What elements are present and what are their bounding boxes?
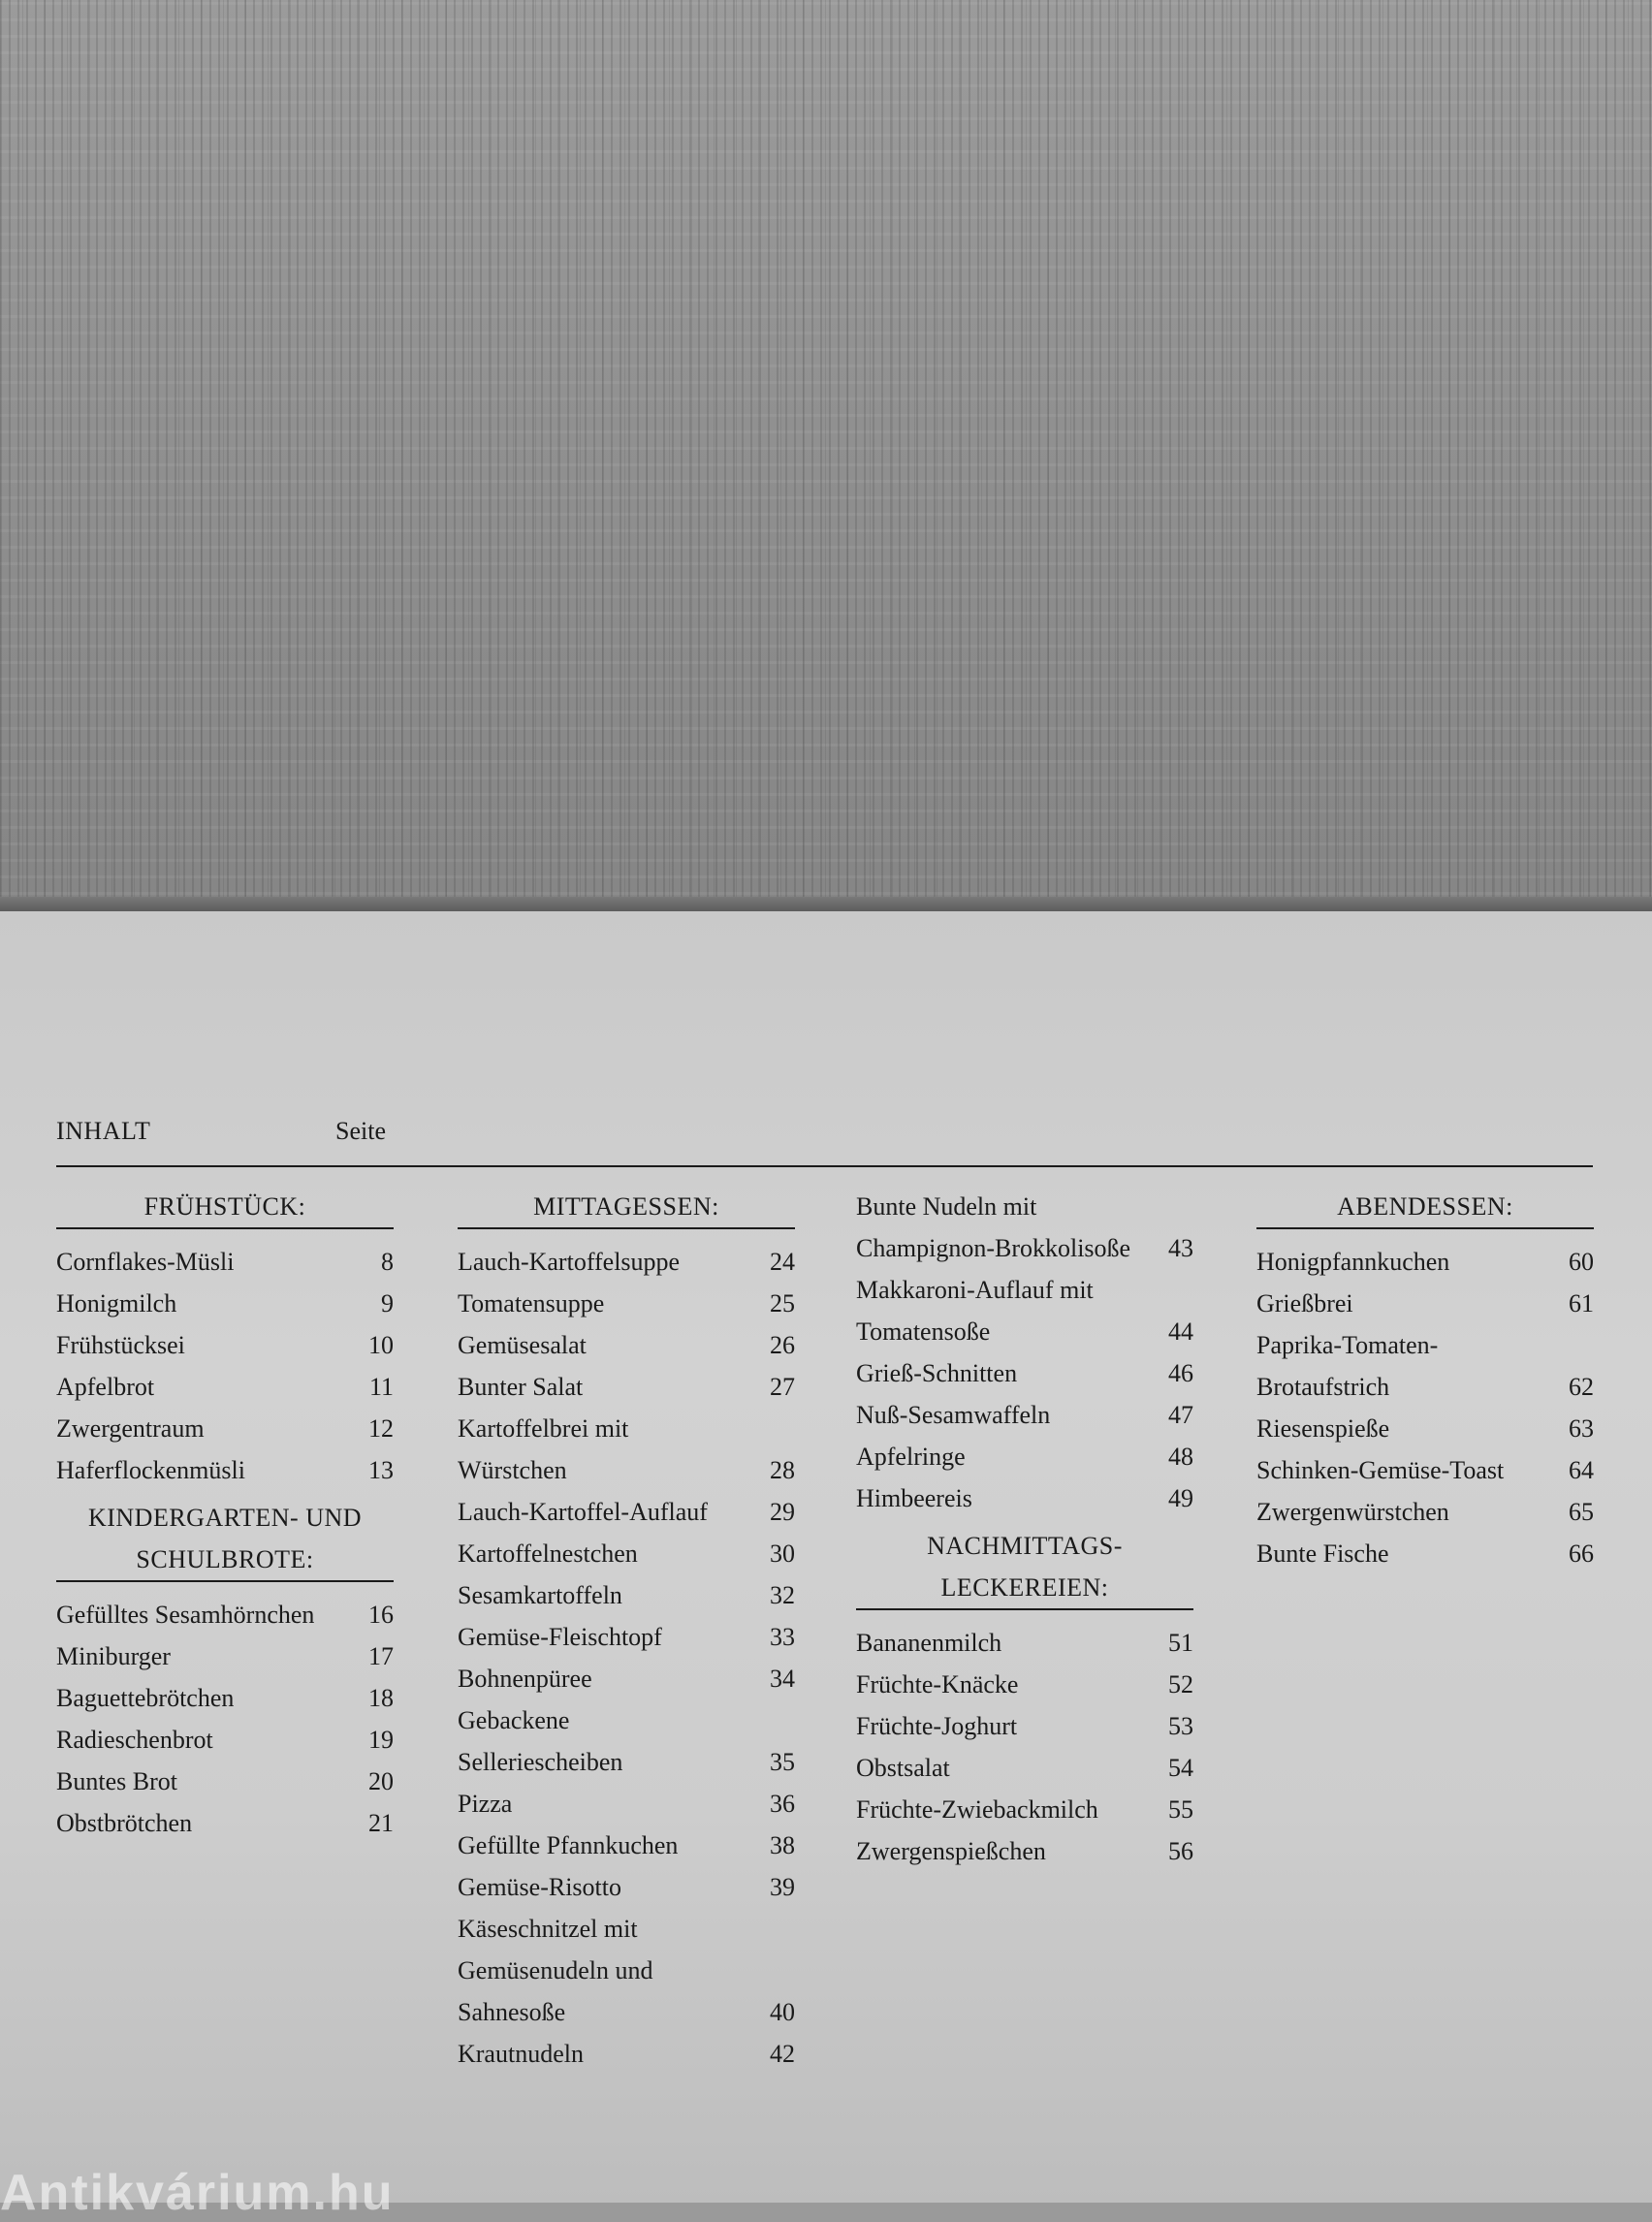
toc-entry — [458, 1366, 795, 1408]
toc-entry — [856, 1705, 1193, 1747]
section-heading-line: LECKEREIEN: — [940, 1573, 1109, 1602]
toc-entry-title: Gebackene — [458, 1706, 570, 1734]
toc-entry-title: Gefülltes Sesamhörnchen — [56, 1601, 315, 1629]
section-heading-line: KINDERGARTEN- UND — [87, 1504, 363, 1532]
contents-title: INHALT — [56, 1117, 151, 1145]
toc-entry-page: 28 — [770, 1456, 795, 1484]
toc-entry-page: 64 — [1569, 1456, 1594, 1484]
toc-entry — [458, 1783, 795, 1825]
toc-entry-page: 35 — [770, 1748, 795, 1776]
section-heading-kindergarten — [56, 1497, 394, 1582]
toc-entry-page: 49 — [1168, 1484, 1193, 1512]
toc-entry-title: Zwergenwürstchen — [1256, 1498, 1449, 1526]
list-mittagessen — [458, 1241, 795, 2075]
list-kindergarten — [56, 1594, 394, 1844]
toc-entry — [1256, 1533, 1594, 1574]
toc-entry — [458, 1408, 795, 1449]
toc-entry-title: Haferflockenmüsli — [56, 1456, 245, 1484]
toc-entry — [458, 1491, 795, 1533]
toc-entry-page: 56 — [1168, 1837, 1193, 1865]
toc-entry — [856, 1789, 1193, 1830]
toc-entry — [56, 1594, 394, 1635]
toc-entry-title: Apfelbrot — [56, 1373, 155, 1401]
toc-entry — [56, 1449, 394, 1491]
toc-entry-page: 47 — [1168, 1401, 1193, 1429]
toc-entry-title: Honigpfannkuchen — [1256, 1248, 1450, 1276]
toc-entry-title: Honigmilch — [56, 1289, 177, 1317]
toc-entry-title: Miniburger — [56, 1642, 171, 1670]
toc-entry-title: Bohnenpüree — [458, 1665, 592, 1693]
toc-entry-page: 54 — [1168, 1754, 1193, 1782]
toc-entry — [856, 1664, 1193, 1705]
toc-entry — [1256, 1449, 1594, 1491]
toc-entry — [56, 1241, 394, 1283]
section-heading-abendessen: ABENDESSEN: — [1256, 1186, 1594, 1229]
toc-entry-title: Grieß-Schnitten — [856, 1359, 1018, 1387]
toc-entry-page: 39 — [770, 1873, 795, 1901]
toc-entry — [458, 1866, 795, 1908]
toc-entry-title: Grießbrei — [1256, 1289, 1353, 1317]
column-fruehstueck — [56, 1186, 394, 1844]
toc-entry-title: Würstchen — [458, 1456, 567, 1484]
toc-entry-page: 8 — [381, 1248, 394, 1276]
toc-entry-title: Früchte-Joghurt — [856, 1712, 1018, 1740]
book-cover — [0, 0, 1652, 911]
toc-entry-title: Kartoffelbrei mit — [458, 1414, 629, 1443]
toc-entry-page: 62 — [1569, 1373, 1594, 1401]
toc-entry-title: Zwergenspießchen — [856, 1837, 1046, 1865]
toc-entry — [458, 2033, 795, 2075]
toc-entry-title: Gemüse-Fleischtopf — [458, 1623, 662, 1651]
toc-entry-page: 40 — [770, 1998, 795, 2026]
toc-entry — [856, 1477, 1193, 1519]
toc-entry-page: 26 — [770, 1331, 795, 1359]
toc-entry — [856, 1311, 1193, 1352]
toc-entry-page: 10 — [368, 1331, 394, 1359]
toc-entry — [1256, 1408, 1594, 1449]
toc-entry — [56, 1408, 394, 1449]
toc-entry-title: Zwergentraum — [56, 1414, 205, 1443]
toc-entry-title: Cornflakes-Müsli — [56, 1248, 235, 1276]
toc-entry — [856, 1394, 1193, 1436]
toc-entry — [1256, 1241, 1594, 1283]
toc-entry-page: 25 — [770, 1289, 795, 1317]
toc-entry-page: 60 — [1569, 1248, 1594, 1276]
toc-entry-title: Lauch-Kartoffelsuppe — [458, 1248, 681, 1276]
toc-entry-title: Pizza — [458, 1790, 513, 1818]
toc-entry-title: Obstsalat — [856, 1754, 950, 1782]
toc-entry-page: 44 — [1168, 1317, 1193, 1346]
toc-entry-title: Paprika-Tomaten- — [1256, 1331, 1439, 1359]
toc-entry — [856, 1747, 1193, 1789]
list-fruehstueck — [56, 1241, 394, 1491]
toc-entry-page: 9 — [381, 1289, 394, 1317]
toc-entry — [458, 1574, 795, 1616]
page-column-label: Seite — [335, 1117, 386, 1145]
toc-entry-title: Sesamkartoffeln — [458, 1581, 622, 1609]
list-nachmittag — [856, 1622, 1193, 1872]
toc-entry — [458, 1908, 795, 1950]
toc-entry-title: Gemüsesalat — [458, 1331, 587, 1359]
toc-entry-title: Buntes Brot — [56, 1767, 177, 1795]
toc-entry-title: Früchte-Zwiebackmilch — [856, 1795, 1098, 1824]
toc-entry-page: 63 — [1569, 1414, 1594, 1443]
list-abendessen — [1256, 1241, 1594, 1574]
toc-entry-page: 38 — [770, 1831, 795, 1859]
toc-entry-page: 18 — [368, 1684, 394, 1712]
toc-entry-title: Champignon-Brokkolisoße — [856, 1234, 1131, 1262]
toc-entry — [458, 1324, 795, 1366]
toc-entry-title: Gefüllte Pfannkuchen — [458, 1831, 679, 1859]
toc-entry — [56, 1635, 394, 1677]
toc-entry-page: 36 — [770, 1790, 795, 1818]
watermark: Antikvárium.hu — [0, 2165, 395, 2221]
toc-entry-title: Bunte Nudeln mit — [856, 1192, 1037, 1221]
section-heading-nachmittag — [856, 1525, 1193, 1610]
toc-entry — [856, 1352, 1193, 1394]
toc-entry-page: 46 — [1168, 1359, 1193, 1387]
toc-entry-page: 53 — [1168, 1712, 1193, 1740]
toc-entry-page: 66 — [1569, 1540, 1594, 1568]
toc-entry — [56, 1761, 394, 1802]
toc-entry-page: 20 — [368, 1767, 394, 1795]
toc-entry — [856, 1227, 1193, 1269]
toc-entry-title: Tomatensoße — [856, 1317, 991, 1346]
toc-entry — [856, 1436, 1193, 1477]
toc-entry — [856, 1186, 1193, 1227]
toc-entry-title: Früchte-Knäcke — [856, 1670, 1019, 1698]
toc-entry-title: Brotaufstrich — [1256, 1373, 1390, 1401]
toc-entry — [56, 1719, 394, 1761]
section-heading-line: NACHMITTAGS- — [927, 1532, 1123, 1560]
toc-entry-title: Himbeereis — [856, 1484, 972, 1512]
toc-entry — [56, 1366, 394, 1408]
toc-entry-page: 13 — [368, 1456, 394, 1484]
toc-entry-title: Makkaroni-Auflauf mit — [856, 1276, 1094, 1304]
section-heading-fruehstueck: FRÜHSTÜCK: — [56, 1186, 394, 1229]
toc-entry-page: 27 — [770, 1373, 795, 1401]
toc-entry — [56, 1283, 394, 1324]
toc-entry-title: Riesenspieße — [1256, 1414, 1390, 1443]
toc-entry-page: 43 — [1168, 1234, 1193, 1262]
toc-entry-title: Selleriescheiben — [458, 1748, 623, 1776]
toc-entry-page: 48 — [1168, 1443, 1193, 1471]
column-mittagessen-cont — [856, 1186, 1193, 1872]
column-abendessen — [1256, 1186, 1594, 1574]
toc-entry-title: Lauch-Kartoffel-Auflauf — [458, 1498, 708, 1526]
toc-entry-page: 65 — [1569, 1498, 1594, 1526]
toc-entry — [458, 1283, 795, 1324]
toc-entry-title: Obstbrötchen — [56, 1809, 193, 1837]
contents-header — [56, 1117, 1593, 1167]
toc-entry-title: Gemüsenudeln und — [458, 1956, 653, 1984]
toc-entry-title: Gemüse-Risotto — [458, 1873, 621, 1901]
toc-entry — [856, 1269, 1193, 1311]
toc-entry-title: Sahnesoße — [458, 1998, 566, 2026]
toc-entry-title: Frühstücksei — [56, 1331, 185, 1359]
toc-entry-page: 34 — [770, 1665, 795, 1693]
toc-entry — [1256, 1324, 1594, 1366]
toc-entry-title: Bunte Fische — [1256, 1540, 1389, 1568]
toc-entry-page: 61 — [1569, 1289, 1594, 1317]
toc-entry-page: 30 — [770, 1540, 795, 1568]
toc-entry — [458, 1741, 795, 1783]
toc-entry-title: Schinken-Gemüse-Toast — [1256, 1456, 1505, 1484]
toc-entry-title: Käseschnitzel mit — [458, 1915, 638, 1943]
toc-entry — [458, 1699, 795, 1741]
list-mittagessen-cont — [856, 1186, 1193, 1519]
toc-entry-title: Radieschenbrot — [56, 1726, 213, 1754]
toc-entry-page: 55 — [1168, 1795, 1193, 1824]
toc-entry-page: 19 — [368, 1726, 394, 1754]
toc-entry-page: 51 — [1168, 1629, 1193, 1657]
toc-entry — [1256, 1491, 1594, 1533]
toc-entry — [856, 1622, 1193, 1664]
toc-entry — [458, 1825, 795, 1866]
toc-entry — [458, 1449, 795, 1491]
toc-entry-page: 24 — [770, 1248, 795, 1276]
toc-entry-page: 21 — [368, 1809, 394, 1837]
toc-entry — [856, 1830, 1193, 1872]
toc-entry-title: Krautnudeln — [458, 2040, 584, 2068]
toc-entry-title: Bananenmilch — [856, 1629, 1002, 1657]
section-heading-mittagessen: MITTAGESSEN: — [458, 1186, 795, 1229]
toc-entry-title: Nuß-Sesamwaffeln — [856, 1401, 1051, 1429]
toc-entry-page: 17 — [368, 1642, 394, 1670]
toc-entry-title: Tomatensuppe — [458, 1289, 605, 1317]
toc-entry — [458, 1991, 795, 2033]
toc-entry — [1256, 1283, 1594, 1324]
toc-entry-title: Baguettebrötchen — [56, 1684, 235, 1712]
toc-entry-page: 11 — [368, 1373, 394, 1401]
section-heading-line: SCHULBROTE: — [136, 1545, 314, 1573]
toc-entry-page: 33 — [770, 1623, 795, 1651]
toc-entry-page: 29 — [770, 1498, 795, 1526]
toc-entry — [56, 1324, 394, 1366]
toc-entry — [458, 1950, 795, 1991]
toc-entry — [458, 1533, 795, 1574]
cover-edge — [0, 897, 1652, 912]
toc-entry — [458, 1616, 795, 1658]
column-mittagessen — [458, 1186, 795, 2075]
toc-entry — [458, 1241, 795, 1283]
toc-entry — [56, 1802, 394, 1844]
toc-entry-title: Apfelringe — [856, 1443, 966, 1471]
toc-entry-title: Kartoffelnestchen — [458, 1540, 638, 1568]
toc-entry-page: 12 — [368, 1414, 394, 1443]
toc-entry-page: 16 — [368, 1601, 394, 1629]
toc-entry — [458, 1658, 795, 1699]
toc-entry-page: 42 — [770, 2040, 795, 2068]
toc-entry-page: 32 — [770, 1581, 795, 1609]
toc-entry-page: 52 — [1168, 1670, 1193, 1698]
toc-entry-title: Bunter Salat — [458, 1373, 584, 1401]
toc-entry — [1256, 1366, 1594, 1408]
toc-entry — [56, 1677, 394, 1719]
